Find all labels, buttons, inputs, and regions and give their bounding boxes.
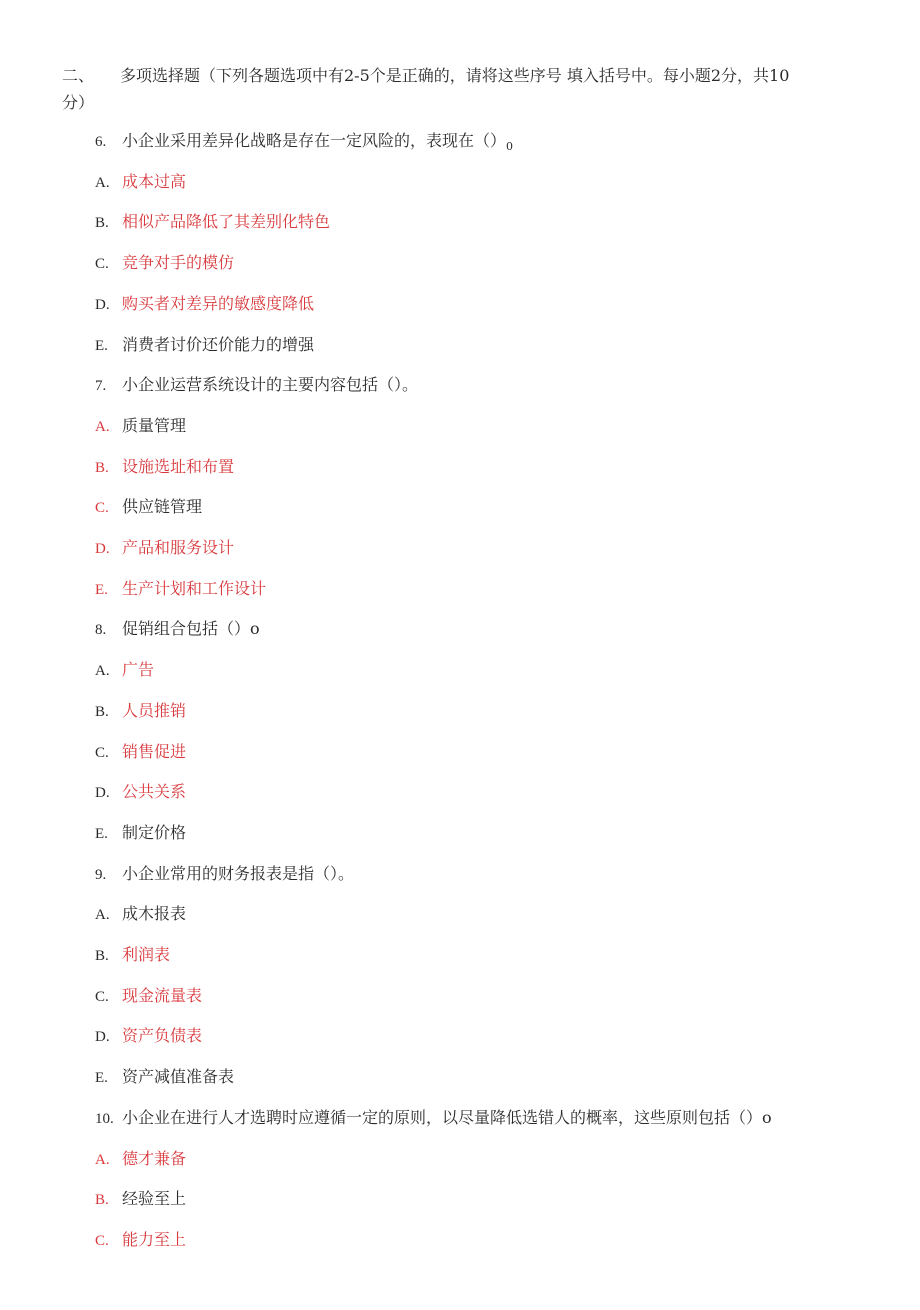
option-text: 消费者讨价还价能力的增强 [122, 334, 315, 354]
option-letter: C. [95, 744, 109, 761]
option-text: 德才兼备 [122, 1148, 187, 1168]
option-9-a [95, 903, 186, 926]
option-text: 制定价格 [122, 822, 187, 842]
option-text: 产品和服务设计 [122, 538, 235, 557]
option-text: 广告 [122, 660, 155, 680]
option-text: 经验至上 [122, 1189, 187, 1209]
option-8-a [95, 659, 154, 682]
option-text: 能力至上 [122, 1229, 187, 1249]
option-letter: A. [95, 418, 110, 435]
question-text: 小企业在进行人才选聘时应遵循一定的原则，以尽量降低选错人的概率，这些原则包括（）o [122, 1107, 772, 1127]
question-9 [95, 863, 354, 886]
option-letter: C. [95, 500, 109, 517]
option-letter: E. [95, 1070, 108, 1087]
section-header [62, 62, 862, 116]
option-letter: D. [95, 296, 110, 313]
option-letter: D. [95, 1029, 110, 1046]
option-letter: B. [95, 459, 109, 476]
question-6 [95, 130, 513, 158]
option-letter: C. [95, 988, 109, 1005]
option-letter: D. [95, 541, 110, 557]
question-number: 8. [95, 622, 107, 639]
option-7-d [95, 537, 234, 560]
option-letter: B. [95, 948, 109, 964]
option-6-c [95, 252, 234, 275]
question-text: 小企业采用差异化战略是存在一定风险的，表现在（） [122, 131, 507, 150]
option-text: 成木报表 [122, 904, 187, 924]
option-text: 供应链管理 [122, 497, 203, 517]
option-9-e [95, 1066, 234, 1089]
option-text: 资产负债表 [122, 1026, 203, 1046]
option-text: 成本过高 [122, 171, 187, 191]
option-letter: B. [95, 215, 109, 232]
question-number: 9. [95, 866, 107, 883]
option-10-b [95, 1188, 186, 1211]
option-letter: B. [95, 1192, 109, 1209]
section-title: 多项选择题（下列各题选项中有2-5个是正确的，请将这些序号 填入括号中。每小题2分，共10 [120, 66, 790, 85]
option-text: 设施选址和布置 [122, 456, 235, 476]
option-letter: E. [95, 337, 108, 354]
question-text: 促销组合包括（）o [122, 619, 260, 639]
question-8 [95, 618, 260, 641]
option-letter: A. [95, 1151, 110, 1168]
option-6-e [95, 334, 314, 357]
option-6-a [95, 171, 186, 194]
option-text: 资产减值准备表 [122, 1067, 235, 1087]
question-number: 10. [95, 1110, 114, 1127]
option-6-d [95, 293, 314, 316]
question-7 [95, 374, 418, 397]
option-letter: A. [95, 174, 110, 191]
option-9-d [95, 1025, 202, 1048]
option-8-b [95, 700, 186, 723]
option-text: 公共关系 [122, 782, 187, 802]
option-7-c [95, 496, 202, 519]
option-8-e [95, 822, 186, 845]
option-text: 相似产品降低了其差别化特色 [122, 212, 331, 232]
option-letter: E. [95, 581, 108, 598]
option-text: 质量管理 [122, 415, 187, 435]
option-10-c [95, 1229, 186, 1252]
option-text: 利润表 [122, 945, 171, 964]
option-letter: A. [95, 907, 110, 924]
section-title-end: 分） [62, 93, 95, 112]
option-letter: C. [95, 256, 109, 273]
option-text: 竞争对手的模仿 [122, 253, 235, 273]
option-8-c [95, 741, 186, 764]
question-text: 小企业运营系统设计的主要内容包括（）。 [122, 375, 419, 395]
question-10 [95, 1107, 772, 1130]
option-9-c [95, 985, 202, 1008]
option-8-d [95, 781, 186, 804]
option-letter: C. [95, 1232, 109, 1249]
option-7-b [95, 456, 234, 479]
option-10-a [95, 1148, 186, 1171]
question-number: 7. [95, 378, 107, 395]
option-text: 购买者对差异的敏感度降低 [122, 293, 315, 313]
option-letter: B. [95, 703, 109, 720]
option-letter: A. [95, 663, 110, 680]
option-text: 生产计划和工作设计 [122, 578, 267, 598]
option-text: 现金流量表 [122, 985, 203, 1005]
option-letter: D. [95, 785, 110, 802]
option-9-b [95, 944, 170, 967]
option-7-a [95, 415, 186, 438]
option-text: 人员推销 [122, 700, 187, 720]
option-6-b [95, 211, 330, 234]
question-text: 小企业常用的财务报表是指（）。 [122, 863, 355, 883]
question-suffix: 0 [506, 140, 514, 153]
question-number: 6. [95, 134, 107, 150]
option-letter: E. [95, 825, 108, 842]
section-number: 二、 [62, 66, 95, 85]
option-text: 销售促进 [122, 741, 187, 761]
option-7-e [95, 578, 266, 601]
